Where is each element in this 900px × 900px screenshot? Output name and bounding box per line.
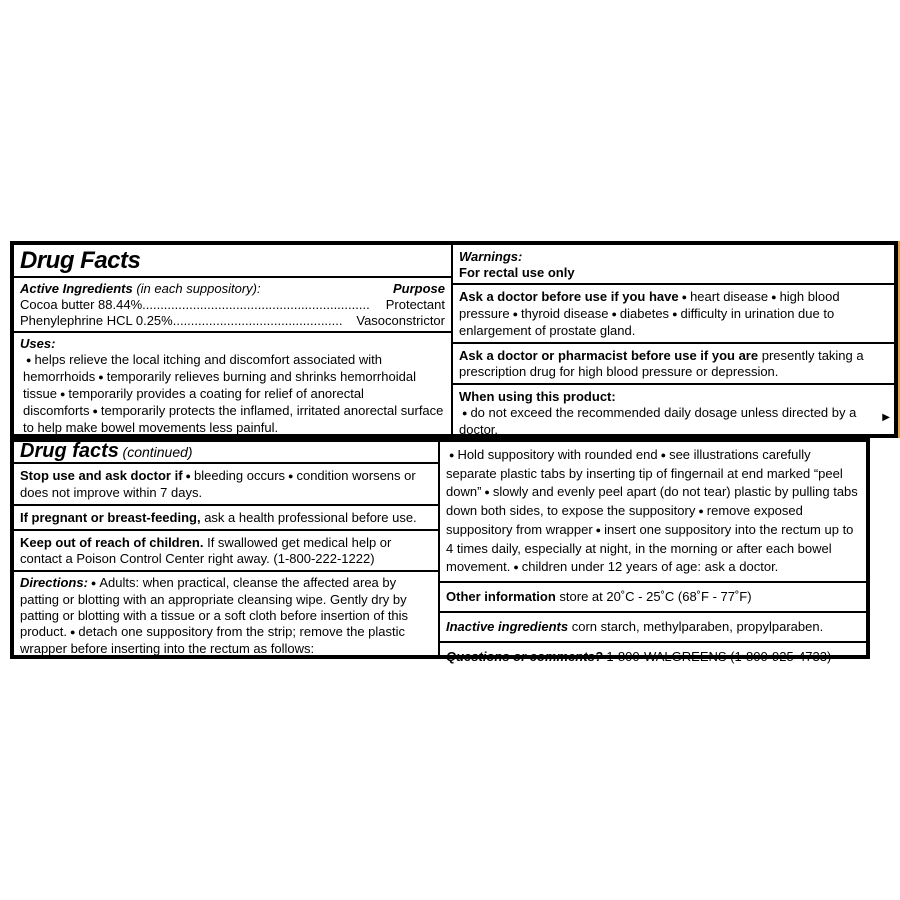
- active-ingredients-section: [14, 278, 451, 333]
- bullet-icon: [593, 522, 604, 537]
- inactive-ingredients-text: [446, 619, 860, 635]
- bullet-icon: [608, 306, 619, 321]
- pregnant-heading: If pregnant or breast-feeding,: [20, 510, 201, 525]
- questions-section: [440, 643, 866, 668]
- uses-heading: Uses:: [20, 336, 56, 351]
- directions-continued-section: [440, 442, 866, 583]
- inactive-ingredients-body: corn starch, methylparaben, propylparaben.: [571, 619, 824, 634]
- questions-phone: 1-800-WALGREENS (1-800-925-4733): [606, 649, 832, 664]
- bullet-icon: [88, 575, 99, 590]
- ingredient-row: [20, 313, 445, 329]
- drug-facts-continued-panel: [10, 438, 870, 664]
- uses-item: helps relieve the local itching and discomfort associated with hemorrhoids: [23, 352, 383, 384]
- bullet-icon: [481, 484, 492, 499]
- stop-use-heading: Stop use and ask doctor if: [20, 468, 183, 483]
- stop-use-text: [20, 468, 432, 501]
- directions-item: detach one suppository from the strip; remove the plastic wrapper before inserting into the rectum as follows:: [20, 624, 406, 656]
- keep-out-text: [20, 535, 432, 567]
- bullet-icon: [658, 447, 669, 462]
- inactive-ingredients-section: [440, 613, 866, 643]
- other-information-heading: Other information: [446, 589, 556, 604]
- other-information-section: [440, 583, 866, 613]
- stop-use-section: [14, 464, 438, 506]
- active-ingredients-heading: Active Ingredients: [20, 281, 133, 296]
- ask-doctor-section: [453, 285, 894, 344]
- uses-item: temporarily protects the inflamed, irritated anorectal surface to help make bowel movements less painful.: [23, 403, 444, 435]
- bullet-icon: [89, 403, 100, 418]
- bullet-icon: [768, 289, 779, 304]
- directions-step: insert one suppository into the rectum up to 4 times daily, especially at night, in the morning or after each bowel movement.: [446, 522, 854, 574]
- warnings-heading: Warnings:: [459, 249, 523, 264]
- continued-right-column: [438, 442, 866, 664]
- ask-doctor-item: difficulty in urination due to enlargement of prostate gland.: [459, 306, 835, 338]
- keep-out-section: [14, 531, 438, 572]
- uses-item: temporarily relieves burning and shrinks hemorrhoidal tissue: [23, 369, 416, 401]
- active-ingredients-header: [20, 281, 445, 297]
- drug-facts-title-section: [14, 245, 451, 278]
- directions-section: [14, 572, 438, 660]
- drug-facts-panel: [10, 241, 898, 438]
- active-ingredients-subheading: (in each suppository):: [136, 281, 261, 296]
- directions-step: remove exposed suppository from wrapper: [446, 503, 803, 537]
- continued-left-column: [14, 442, 438, 655]
- warnings-header-section: [453, 245, 894, 285]
- directions-item: Adults: when practical, cleanse the affected area by patting or blotting with an appropriate cleansing wipe. Gently dry by patting or blotting with a tissue or a soft cloth before insertion of this product.: [20, 575, 409, 639]
- continued-subtitle: (continued): [122, 444, 193, 460]
- warnings-column: [451, 245, 894, 437]
- inactive-ingredients-heading: Inactive ingredients: [446, 619, 569, 634]
- ask-doctor-item: heart disease: [690, 289, 769, 304]
- bullet-icon: [23, 352, 34, 367]
- ask-pharmacist-section: [453, 344, 894, 385]
- ask-pharmacist-heading: Ask a doctor or pharmacist before use if you are: [459, 348, 759, 363]
- drug-facts-left-column: [14, 245, 451, 434]
- directions-step: see illustrations carefully separate plastic tabs by inserting tip of fingernail at end marked “peel down”: [446, 447, 843, 499]
- ingredient-leader: ...............................................: [172, 313, 343, 328]
- pregnant-text: [20, 510, 432, 526]
- when-using-item: do not exceed the recommended daily dosage unless directed by a doctor.: [459, 405, 857, 437]
- bullet-icon: [183, 468, 194, 483]
- bullet-icon: [459, 405, 470, 420]
- continued-title: Drug facts: [20, 440, 119, 462]
- other-information-text: [446, 589, 860, 605]
- ingredient-name: Cocoa butter 88.44%: [20, 297, 143, 312]
- ask-doctor-item: diabetes: [619, 306, 670, 321]
- ingredient-leader: ...............................................................: [142, 297, 370, 312]
- keep-out-body: If swallowed get medical help or contact a Poison Control Center right away. (1-800-222-1222): [20, 535, 392, 566]
- ask-doctor-item: thyroid disease: [521, 306, 609, 321]
- when-using-section: [453, 385, 894, 441]
- directions-continued-text: [446, 446, 860, 577]
- ingredient-name: Phenylephrine HCL 0.25%: [20, 313, 173, 328]
- questions-heading: Questions or comments?: [446, 649, 603, 664]
- ask-pharmacist-body: presently taking a prescription drug for high blood pressure or depression.: [459, 348, 864, 379]
- stop-use-item: bleeding occurs: [193, 468, 286, 483]
- when-using-heading: When using this product:: [459, 389, 616, 404]
- bullet-icon: [669, 306, 680, 321]
- bullet-icon: [95, 369, 106, 384]
- ingredient-purpose: Vasoconstrictor: [356, 313, 445, 328]
- directions-step: slowly and evenly peel apart (do not tear) plastic by pulling tabs down both sides, to expose the suppository: [446, 484, 858, 518]
- bullet-icon: [446, 447, 457, 462]
- continue-arrow-icon: ▶: [882, 412, 890, 423]
- ingredient-purpose: Protectant: [385, 297, 445, 312]
- uses-section: [14, 333, 451, 439]
- pregnant-section: [14, 506, 438, 531]
- uses-item: temporarily provides a coating for relief of anorectal discomforts: [23, 386, 364, 418]
- directions-step: children under 12 years of age: ask a doctor.: [521, 559, 779, 574]
- questions-text: [446, 649, 860, 665]
- bullet-icon: [695, 503, 706, 518]
- rectal-use-note: For rectal use only: [459, 265, 575, 280]
- stop-use-item: condition worsens or does not improve within 7 days.: [20, 468, 416, 500]
- drug-facts-title: Drug Facts: [20, 247, 141, 274]
- purpose-heading: Purpose: [392, 281, 445, 296]
- directions-heading: Directions:: [20, 575, 88, 590]
- bullet-icon: [57, 386, 68, 401]
- pregnant-body: ask a health professional before use.: [204, 510, 417, 525]
- continued-title-section: [14, 442, 438, 464]
- directions-text: [20, 575, 432, 657]
- bullet-icon: [510, 559, 521, 574]
- uses-list: [20, 352, 445, 436]
- ask-doctor-heading: Ask a doctor before use if you have: [459, 289, 679, 304]
- ingredient-row: [20, 297, 445, 313]
- bullet-icon: [285, 468, 296, 483]
- directions-step: Hold suppository with rounded end: [457, 447, 658, 462]
- other-information-body: store at 20˚C - 25˚C (68˚F - 77˚F): [559, 589, 752, 604]
- bullet-icon: [510, 306, 521, 321]
- bullet-icon: [679, 289, 690, 304]
- keep-out-heading: Keep out of reach of children.: [20, 535, 204, 550]
- bullet-icon: [67, 624, 78, 639]
- ask-doctor-text: [459, 289, 888, 339]
- ask-pharmacist-text: [459, 348, 888, 380]
- when-using-list: [459, 405, 888, 438]
- ask-doctor-item: high blood pressure: [459, 289, 840, 321]
